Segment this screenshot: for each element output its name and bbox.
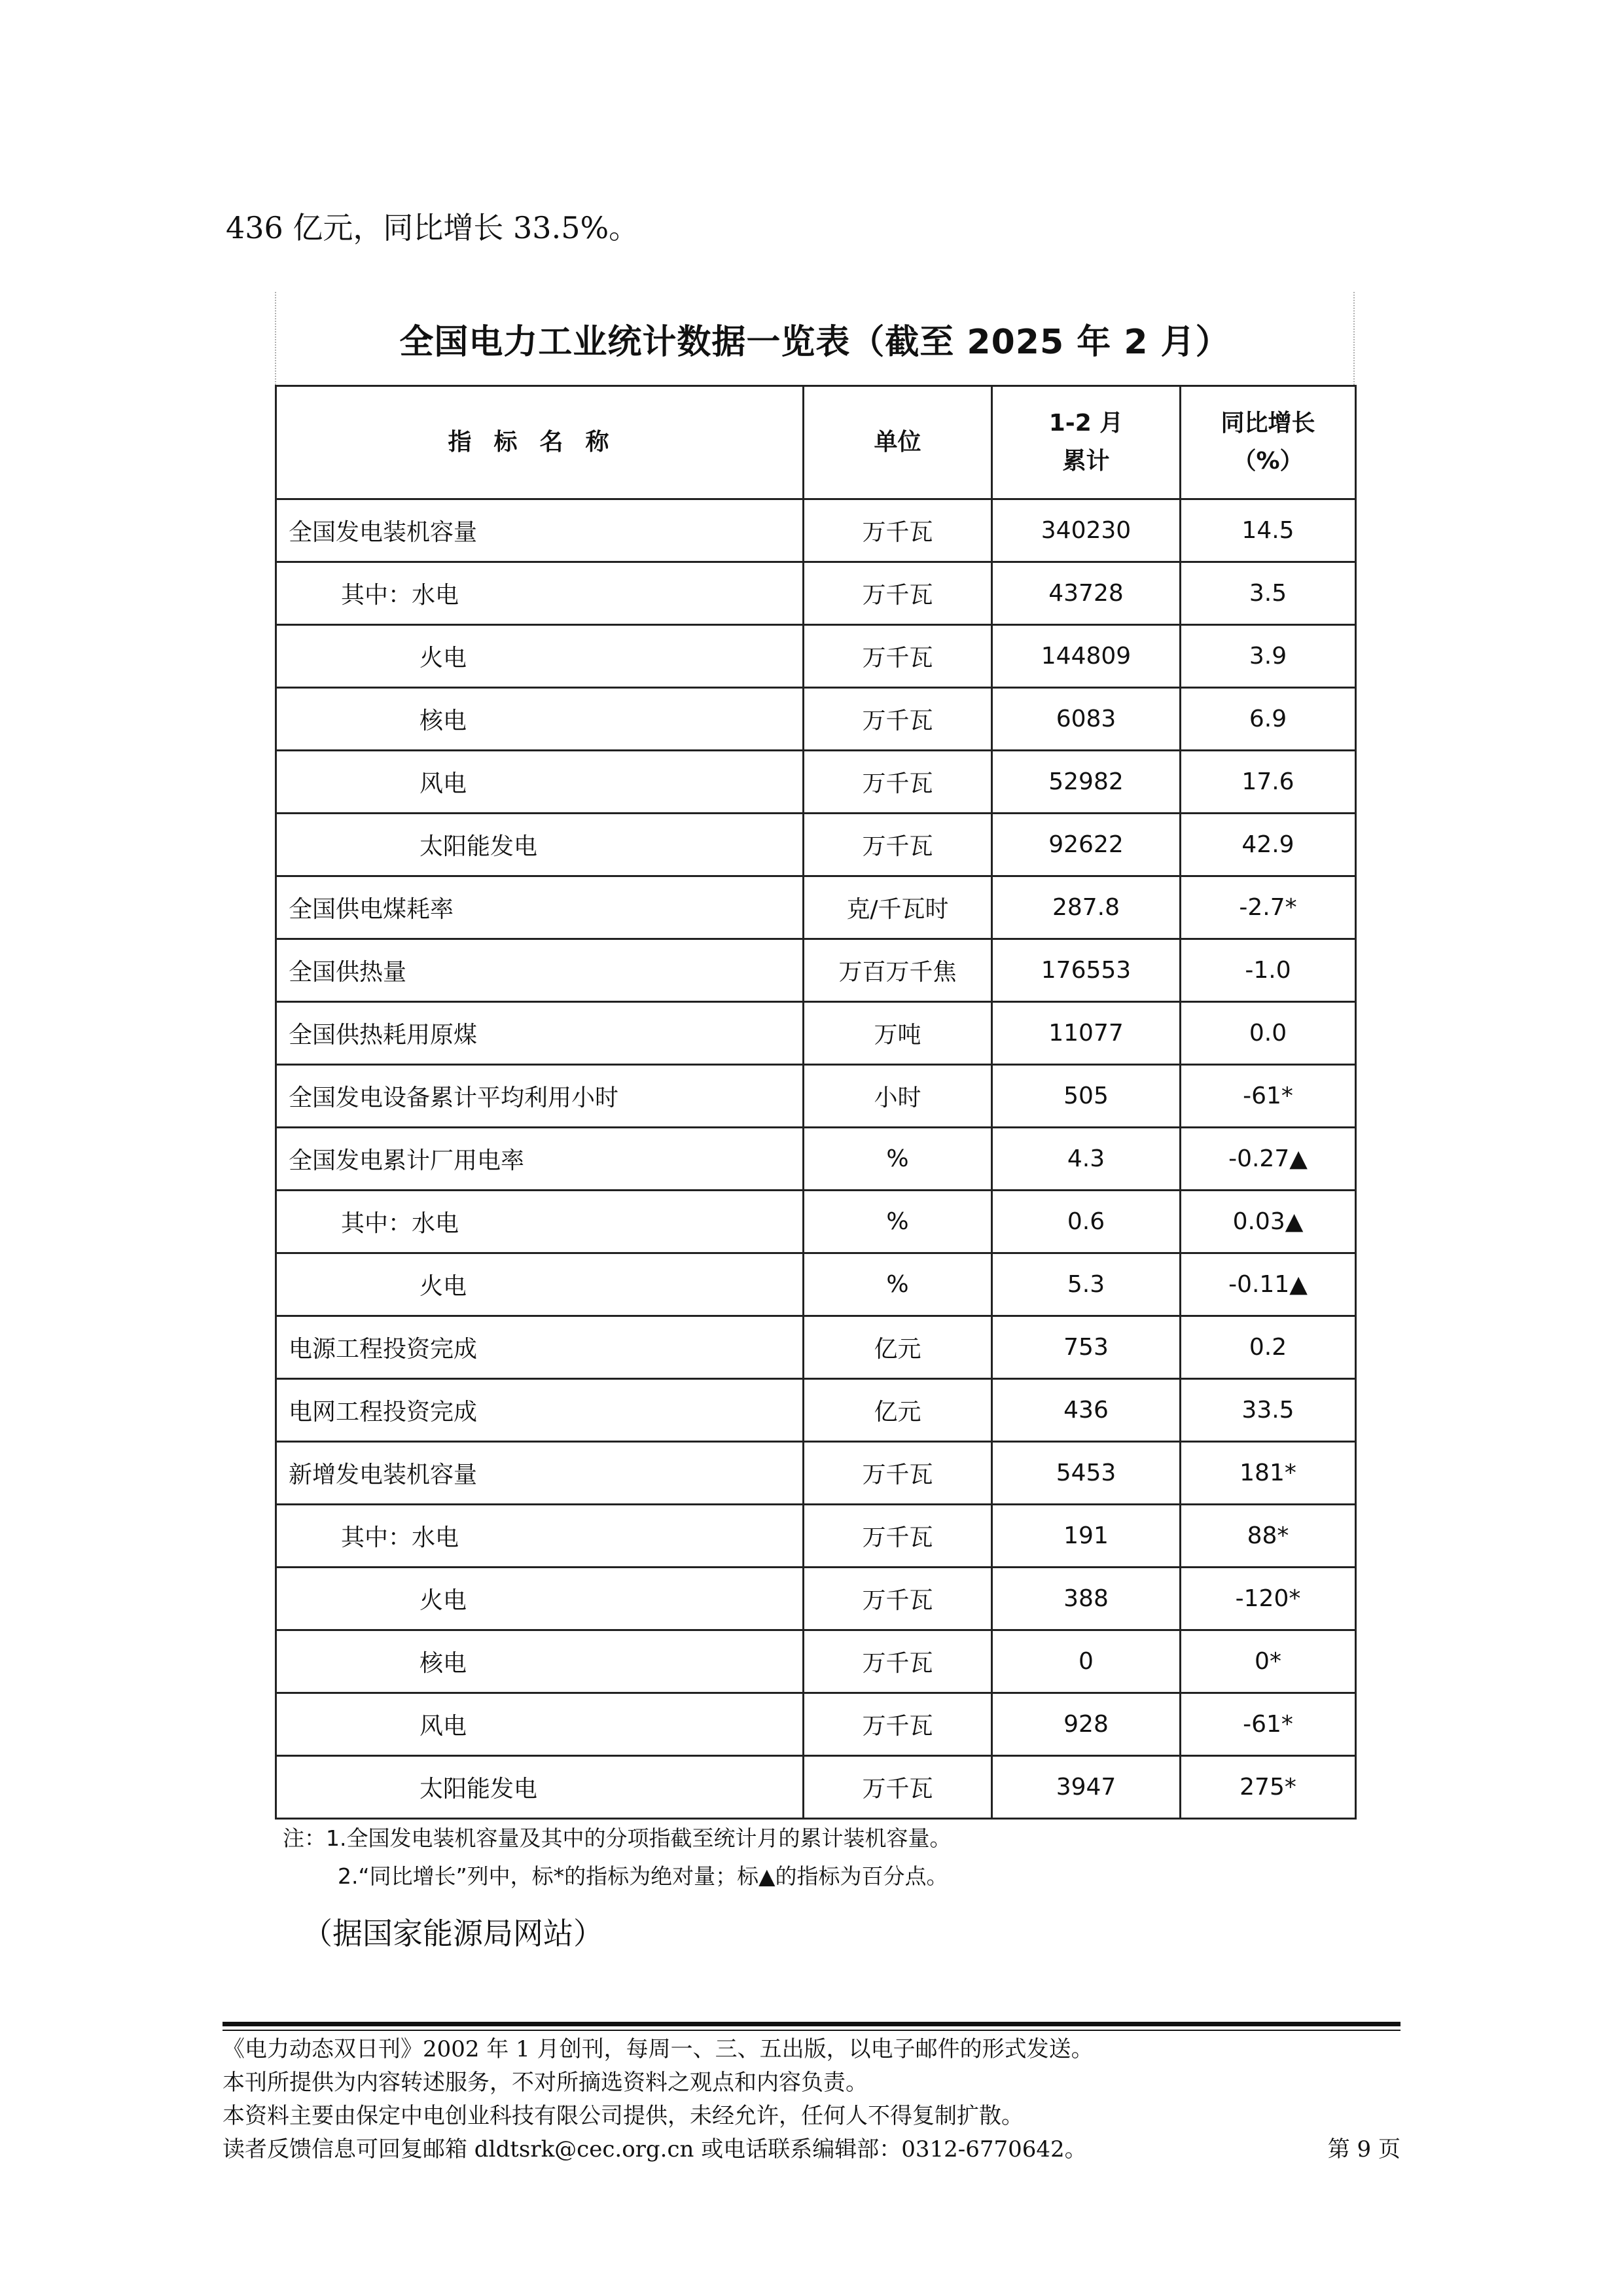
row-yoy: 6.9 <box>1181 688 1356 751</box>
row-value: 144809 <box>992 625 1181 688</box>
row-yoy: 0.03▲ <box>1181 1191 1356 1253</box>
row-name: 全国发电累计厂用电率 <box>276 1128 804 1191</box>
row-name: 其中：水电 <box>276 562 804 625</box>
row-unit: 万千瓦 <box>804 814 992 876</box>
table-row <box>276 814 1356 876</box>
table-header-row <box>276 386 1356 499</box>
row-value: 0 <box>992 1630 1181 1693</box>
row-unit: 万千瓦 <box>804 1568 992 1630</box>
table-row <box>276 688 1356 751</box>
row-name: 太阳能发电 <box>276 814 804 876</box>
row-value: 191 <box>992 1505 1181 1568</box>
row-name: 风电 <box>276 751 804 814</box>
row-name: 新增发电装机容量 <box>276 1442 804 1505</box>
row-value: 92622 <box>992 814 1181 876</box>
row-value: 52982 <box>992 751 1181 814</box>
row-unit: 万千瓦 <box>804 1442 992 1505</box>
row-unit: % <box>804 1128 992 1191</box>
table-row <box>276 499 1356 562</box>
row-yoy: -2.7* <box>1181 876 1356 939</box>
footer-line-4: 读者反馈信息可回复邮箱 dldtsrk@cec.org.cn 或电话联系编辑部：0312-6770642。 <box>223 2136 1087 2162</box>
table-row <box>276 1379 1356 1442</box>
header-value <box>992 386 1181 499</box>
row-unit: 万千瓦 <box>804 1756 992 1819</box>
header-yoy-line1: 同比增长 <box>1221 410 1315 437</box>
row-name: 火电 <box>276 1568 804 1630</box>
row-value: 5453 <box>992 1442 1181 1505</box>
header-yoy <box>1181 386 1356 499</box>
table-notes <box>283 1820 952 1895</box>
row-yoy: 275* <box>1181 1756 1356 1819</box>
row-unit: 万百万千焦 <box>804 939 992 1002</box>
header-value-line2: 累计 <box>1062 448 1110 475</box>
row-name: 全国发电设备累计平均利用小时 <box>276 1065 804 1128</box>
row-unit: 万千瓦 <box>804 751 992 814</box>
row-yoy: 42.9 <box>1181 814 1356 876</box>
row-yoy: 0* <box>1181 1630 1356 1693</box>
stats-table <box>275 385 1357 1820</box>
row-value: 4.3 <box>992 1128 1181 1191</box>
row-yoy: -61* <box>1181 1693 1356 1756</box>
source-credit: （据国家能源局网站） <box>302 1916 603 1951</box>
table-row <box>276 1568 1356 1630</box>
row-yoy: 0.0 <box>1181 1002 1356 1065</box>
row-name: 核电 <box>276 688 804 751</box>
row-yoy: 33.5 <box>1181 1379 1356 1442</box>
row-value: 176553 <box>992 939 1181 1002</box>
row-unit: 万千瓦 <box>804 562 992 625</box>
row-name: 其中：水电 <box>276 1505 804 1568</box>
row-value: 287.8 <box>992 876 1181 939</box>
row-value: 3947 <box>992 1756 1181 1819</box>
row-yoy: -120* <box>1181 1568 1356 1630</box>
row-value: 6083 <box>992 688 1181 751</box>
row-yoy: 0.2 <box>1181 1316 1356 1379</box>
stats-table-container <box>275 292 1355 1820</box>
page-number: 第 9 页 <box>1327 2136 1400 2162</box>
note-1: 注：1.全国发电装机容量及其中的分项指截至统计月的累计装机容量。 <box>283 1825 952 1851</box>
table-row <box>276 1253 1356 1316</box>
header-yoy-line2: （%） <box>1232 448 1304 475</box>
intro-text: 436 亿元，同比增长 33.5%。 <box>226 210 639 245</box>
row-yoy: 3.9 <box>1181 625 1356 688</box>
row-yoy: -61* <box>1181 1065 1356 1128</box>
row-unit: 克/千瓦时 <box>804 876 992 939</box>
row-unit: 万千瓦 <box>804 1693 992 1756</box>
row-value: 11077 <box>992 1002 1181 1065</box>
row-unit: 万吨 <box>804 1002 992 1065</box>
row-value: 0.6 <box>992 1191 1181 1253</box>
row-value: 340230 <box>992 499 1181 562</box>
note-2: 2.“同比增长”列中，标*的指标为绝对量；标▲的指标为百分点。 <box>338 1863 948 1889</box>
table-row <box>276 1191 1356 1253</box>
table-row <box>276 1002 1356 1065</box>
row-name: 全国发电装机容量 <box>276 499 804 562</box>
table-row <box>276 1128 1356 1191</box>
table-row <box>276 1756 1356 1819</box>
row-name: 核电 <box>276 1630 804 1693</box>
row-yoy: -0.11▲ <box>1181 1253 1356 1316</box>
table-row <box>276 751 1356 814</box>
row-unit: 亿元 <box>804 1316 992 1379</box>
row-unit: 小时 <box>804 1065 992 1128</box>
row-name: 电网工程投资完成 <box>276 1379 804 1442</box>
header-name: 指标名称 <box>276 386 804 499</box>
table-row <box>276 1630 1356 1693</box>
row-unit: 万千瓦 <box>804 1505 992 1568</box>
row-name: 火电 <box>276 625 804 688</box>
row-yoy: -1.0 <box>1181 939 1356 1002</box>
table-row <box>276 939 1356 1002</box>
row-unit: 万千瓦 <box>804 499 992 562</box>
row-value: 5.3 <box>992 1253 1181 1316</box>
row-value: 43728 <box>992 562 1181 625</box>
table-row <box>276 625 1356 688</box>
header-unit: 单位 <box>804 386 992 499</box>
row-yoy: 17.6 <box>1181 751 1356 814</box>
row-name: 全国供热量 <box>276 939 804 1002</box>
row-unit: 万千瓦 <box>804 625 992 688</box>
row-unit: 万千瓦 <box>804 688 992 751</box>
row-value: 436 <box>992 1379 1181 1442</box>
footer-line-3: 本资料主要由保定中电创业科技有限公司提供，未经允许，任何人不得复制扩散。 <box>223 2103 1024 2129</box>
row-unit: % <box>804 1253 992 1316</box>
row-unit: % <box>804 1191 992 1253</box>
row-yoy: 181* <box>1181 1442 1356 1505</box>
row-unit: 亿元 <box>804 1379 992 1442</box>
table-row <box>276 1505 1356 1568</box>
row-yoy: -0.27▲ <box>1181 1128 1356 1191</box>
row-unit: 万千瓦 <box>804 1630 992 1693</box>
row-name: 全国供热耗用原煤 <box>276 1002 804 1065</box>
row-name: 全国供电煤耗率 <box>276 876 804 939</box>
table-row <box>276 1316 1356 1379</box>
table-row <box>276 1065 1356 1128</box>
row-value: 753 <box>992 1316 1181 1379</box>
footer-divider-thin <box>223 2030 1400 2031</box>
row-yoy: 88* <box>1181 1505 1356 1568</box>
footer-line-1: 《电力动态双日刊》2002 年 1 月创刊，每周一、三、五出版，以电子邮件的形式发送。 <box>223 2036 1094 2062</box>
row-value: 388 <box>992 1568 1181 1630</box>
footer-divider-thick <box>223 2022 1400 2026</box>
row-yoy: 14.5 <box>1181 499 1356 562</box>
footer-line-2: 本刊所提供为内容转述服务，不对所摘选资料之观点和内容负责。 <box>223 2070 868 2096</box>
row-name: 电源工程投资完成 <box>276 1316 804 1379</box>
row-value: 505 <box>992 1065 1181 1128</box>
table-row <box>276 1442 1356 1505</box>
row-name: 其中：水电 <box>276 1191 804 1253</box>
row-name: 火电 <box>276 1253 804 1316</box>
header-value-line1: 1-2 月 <box>1048 410 1124 437</box>
page-footer <box>223 2033 1400 2166</box>
row-yoy: 3.5 <box>1181 562 1356 625</box>
table-row <box>276 562 1356 625</box>
table-row <box>276 876 1356 939</box>
row-value: 928 <box>992 1693 1181 1756</box>
table-title: 全国电力工业统计数据一览表（截至 2025 年 2 月） <box>275 292 1355 385</box>
row-name: 太阳能发电 <box>276 1756 804 1819</box>
table-body <box>276 499 1356 1819</box>
row-name: 风电 <box>276 1693 804 1756</box>
footer-line-4-row <box>223 2133 1400 2166</box>
table-row <box>276 1693 1356 1756</box>
